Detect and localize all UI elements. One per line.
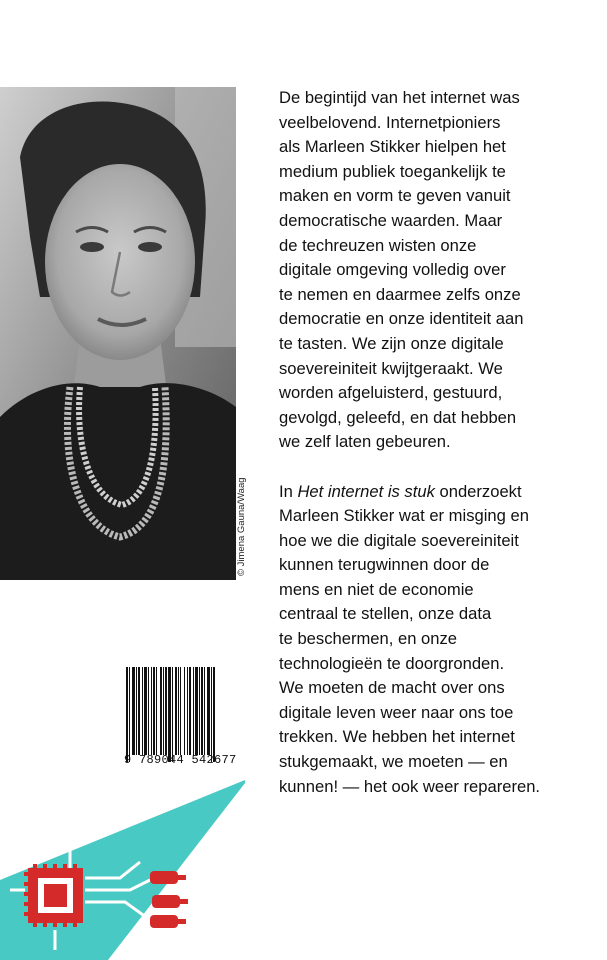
portrait-illustration: [0, 87, 236, 580]
blurb-text: In: [279, 481, 298, 501]
barcode-bar: [193, 667, 194, 755]
microchip-icon: [24, 864, 83, 927]
blurb-paragraph-2: [279, 480, 579, 800]
blurb-line: kunnen terugwinnen door de: [279, 555, 490, 575]
barcode-bar: [195, 667, 198, 755]
blurb-line: democratische waarden. Maar: [279, 210, 503, 230]
barcode-bar: [184, 667, 185, 755]
blurb-line: mens en niet de economie: [279, 579, 474, 599]
barcode-bar: [204, 667, 205, 755]
blurb-line: technologieën te doorgronden.: [279, 653, 505, 673]
barcode-bar: [180, 667, 181, 755]
blurb-line: te beschermen, en onze: [279, 629, 458, 649]
back-cover-blurb: [279, 86, 579, 799]
barcode-bar: [201, 667, 203, 755]
blurb-line: Marleen Stikker wat er misging en: [279, 506, 529, 526]
blurb-line: digitale omgeving volledig over: [279, 260, 506, 280]
barcode-bar: [126, 667, 128, 762]
barcode-bar: [172, 667, 173, 762]
barcode-bar: [148, 667, 149, 755]
blurb-text: onderzoekt: [434, 481, 522, 501]
blurb-line: digitale leven weer naar ons toe: [279, 702, 514, 722]
barcode-bar: [199, 667, 200, 755]
blurb-line: stukgemaakt, we moeten — en: [279, 752, 508, 772]
barcode-bar: [151, 667, 152, 755]
blurb-line: te nemen en daarmee zelfs onze: [279, 284, 521, 304]
blurb-line: te tasten. We zijn onze digitale: [279, 333, 504, 353]
book-title: Het internet is stuk: [297, 481, 435, 501]
barcode-bar: [144, 667, 147, 755]
blurb-line: als Marleen Stikker hielpen het: [279, 137, 506, 157]
blurb-line: maken en vorm te geven vanuit: [279, 186, 511, 206]
blurb-line: kunnen! — het ook weer repareren.: [279, 776, 541, 796]
barcode-bar: [211, 667, 212, 762]
resistor-icon: [150, 871, 188, 928]
barcode-bar: [165, 667, 167, 755]
blurb-line: gevolgd, geleefd, en dat hebben: [279, 407, 517, 427]
blurb-line: worden afgeluisterd, gestuurd,: [279, 383, 503, 403]
barcode-bar: [153, 667, 155, 755]
barcode-bar: [156, 667, 157, 755]
barcode-bar: [136, 667, 137, 755]
barcode-bar: [168, 667, 171, 762]
barcode-bar: [187, 667, 188, 755]
barcode-bar: [129, 667, 130, 762]
blurb-line: democratie en onze identiteit aan: [279, 309, 524, 329]
blurb-paragraph-1: [279, 86, 579, 455]
barcode-bar: [175, 667, 177, 755]
blurb-line: We moeten de macht over ons: [279, 678, 505, 698]
blurb-line-with-title: [279, 480, 579, 505]
blurb-line: De begintijd van het internet was: [279, 88, 520, 107]
barcode-bar: [178, 667, 179, 755]
blurb-line: hoe we die digitale soevereiniteit: [279, 530, 519, 550]
barcode-bar: [163, 667, 164, 755]
barcode-bar: [160, 667, 162, 755]
barcode-bar: [138, 667, 140, 755]
blurb-line: we zelf laten gebeuren.: [279, 432, 451, 452]
barcode-bar: [142, 667, 143, 755]
barcode-bar: [213, 667, 215, 762]
photo-credit: © Jimena Gauna/Waag: [236, 477, 247, 576]
barcode-bar: [189, 667, 191, 755]
isbn-number: 9 789044 542677: [124, 753, 237, 767]
barcode-bar: [207, 667, 210, 755]
blurb-line: soevereiniteit kwijtgeraakt. We: [279, 358, 503, 378]
blurb-line: medium publiek toegankelijk te: [279, 161, 506, 181]
blurb-line: trekken. We hebben het internet: [279, 727, 515, 747]
blurb-line: de techreuzen wisten onze: [279, 235, 477, 255]
circuit-graphic: [0, 780, 245, 960]
author-photo: [0, 87, 236, 580]
blurb-line: veelbelovend. Internetpioniers: [279, 112, 501, 132]
barcode-bar: [132, 667, 135, 755]
blurb-line: centraal te stellen, onze data: [279, 604, 492, 624]
